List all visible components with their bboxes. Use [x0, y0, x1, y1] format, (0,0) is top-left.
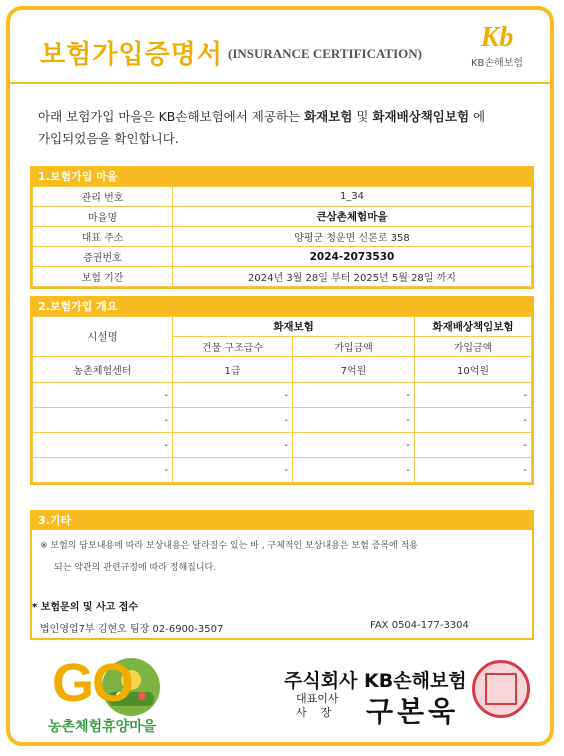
col-liability-insurance: 화재배상책임보험	[415, 317, 532, 337]
overview-cell: -	[173, 458, 293, 483]
contact-title: * 보험문의 및 사고 접수	[32, 602, 139, 613]
company-seal-icon	[472, 660, 530, 718]
page-title: 보험가입증명서	[40, 40, 223, 70]
section-other	[30, 510, 534, 640]
village-row	[33, 187, 532, 207]
section-other-heading: 3.기타	[32, 512, 532, 530]
intro-mid: 및	[352, 109, 373, 124]
overview-row	[33, 458, 532, 483]
overview-cell: 7억원	[293, 357, 415, 383]
go-logo-caption: 농촌체험휴양마을	[48, 719, 157, 735]
village-row-label: 마을명	[33, 207, 173, 227]
overview-table	[32, 316, 532, 483]
overview-row	[33, 408, 532, 433]
overview-cell: -	[293, 433, 415, 458]
village-row-value: 양평군 청운면 신론로 358	[173, 227, 532, 247]
village-row-label: 관리 번호	[33, 187, 173, 207]
village-row-label: 대표 주소	[33, 227, 173, 247]
intro-prefix: 아래 보험가입 마을은 KB손해보험에서 제공하는	[38, 109, 305, 124]
kb-star-icon: Kb	[480, 22, 514, 53]
kb-brand-name: KB손해보험	[470, 58, 524, 69]
overview-row	[33, 357, 532, 383]
overview-cell: -	[293, 408, 415, 433]
representative-title	[296, 692, 339, 720]
overview-cell: -	[415, 383, 532, 408]
village-table	[32, 186, 532, 287]
village-row-value: 2024-2073530	[173, 247, 532, 267]
overview-cell: -	[415, 433, 532, 458]
seal-inner-square	[485, 673, 517, 705]
overview-cell: -	[33, 408, 173, 433]
overview-row	[33, 383, 532, 408]
village-row-value: 1_34	[173, 187, 532, 207]
intro-line2: 가입되었음을 확인합니다.	[38, 131, 179, 146]
page-subtitle: (INSURANCE CERTIFICATION)	[228, 46, 422, 61]
col-structure-grade: 건물 구조급수	[173, 337, 293, 357]
overview-cell: 10억원	[415, 357, 532, 383]
village-row-label: 보험 기간	[33, 267, 173, 287]
village-row	[33, 267, 532, 287]
village-row-label: 증권번호	[33, 247, 173, 267]
overview-cell: -	[173, 408, 293, 433]
col-liability-amount: 가입금액	[415, 337, 532, 357]
header	[10, 10, 550, 80]
village-row	[33, 207, 532, 227]
section-village-heading: 1.보험가입 마을	[32, 168, 532, 186]
contact-dept: 법인영업7부 김현오 팀장 02-6900-3507	[40, 624, 224, 635]
village-row-value: 2024년 3월 28일 부터 2025년 5월 28일 까지	[173, 267, 532, 287]
village-row	[33, 247, 532, 267]
go-logo-text: GO	[52, 653, 133, 713]
overview-cell: -	[173, 383, 293, 408]
intro-suffix: 에	[469, 109, 486, 124]
overview-cell: 1급	[173, 357, 293, 383]
overview-cell: -	[415, 458, 532, 483]
intro-liability-insurance: 화재배상책임보험	[372, 109, 470, 124]
kb-logo	[462, 24, 532, 69]
ceo-signature: 구본욱	[366, 695, 460, 728]
rep-line1: 대표이사	[296, 692, 339, 705]
col-fire-amount: 가입금액	[293, 337, 415, 357]
go-village-logo	[48, 652, 168, 740]
village-row	[33, 227, 532, 247]
intro-text	[38, 106, 528, 150]
overview-cell: -	[33, 433, 173, 458]
village-row-value: 큰삼촌체험마을	[173, 207, 532, 227]
overview-cell: 농촌체험센터	[33, 357, 173, 383]
overview-cell: -	[33, 383, 173, 408]
note-line1: ※ 보험의 담보내용에 따라 보상내용은 달라질수 있는 바 , 구체적인 보상내용은 보험 증목에 적용	[40, 541, 418, 551]
overview-cell: -	[33, 458, 173, 483]
intro-fire-insurance: 화재보험	[304, 109, 353, 124]
overview-cell: -	[293, 458, 415, 483]
overview-cell: -	[173, 433, 293, 458]
overview-cell: -	[293, 383, 415, 408]
col-fire-insurance: 화재보험	[173, 317, 415, 337]
col-facility: 시설명	[33, 317, 173, 357]
rep-line2: 사 장	[296, 706, 332, 719]
note-line2: 되는 약관의 관련규정에 따라 정해집니다.	[54, 563, 217, 573]
section-village	[30, 166, 534, 289]
overview-row	[33, 433, 532, 458]
section-overview	[30, 296, 534, 485]
contact-fax: FAX 0504-177-3304	[370, 620, 469, 631]
section-overview-heading: 2.보험가입 개요	[32, 298, 532, 316]
header-divider	[10, 82, 550, 84]
company-name: 주식회사 KB손해보험	[284, 670, 467, 692]
overview-cell: -	[415, 408, 532, 433]
